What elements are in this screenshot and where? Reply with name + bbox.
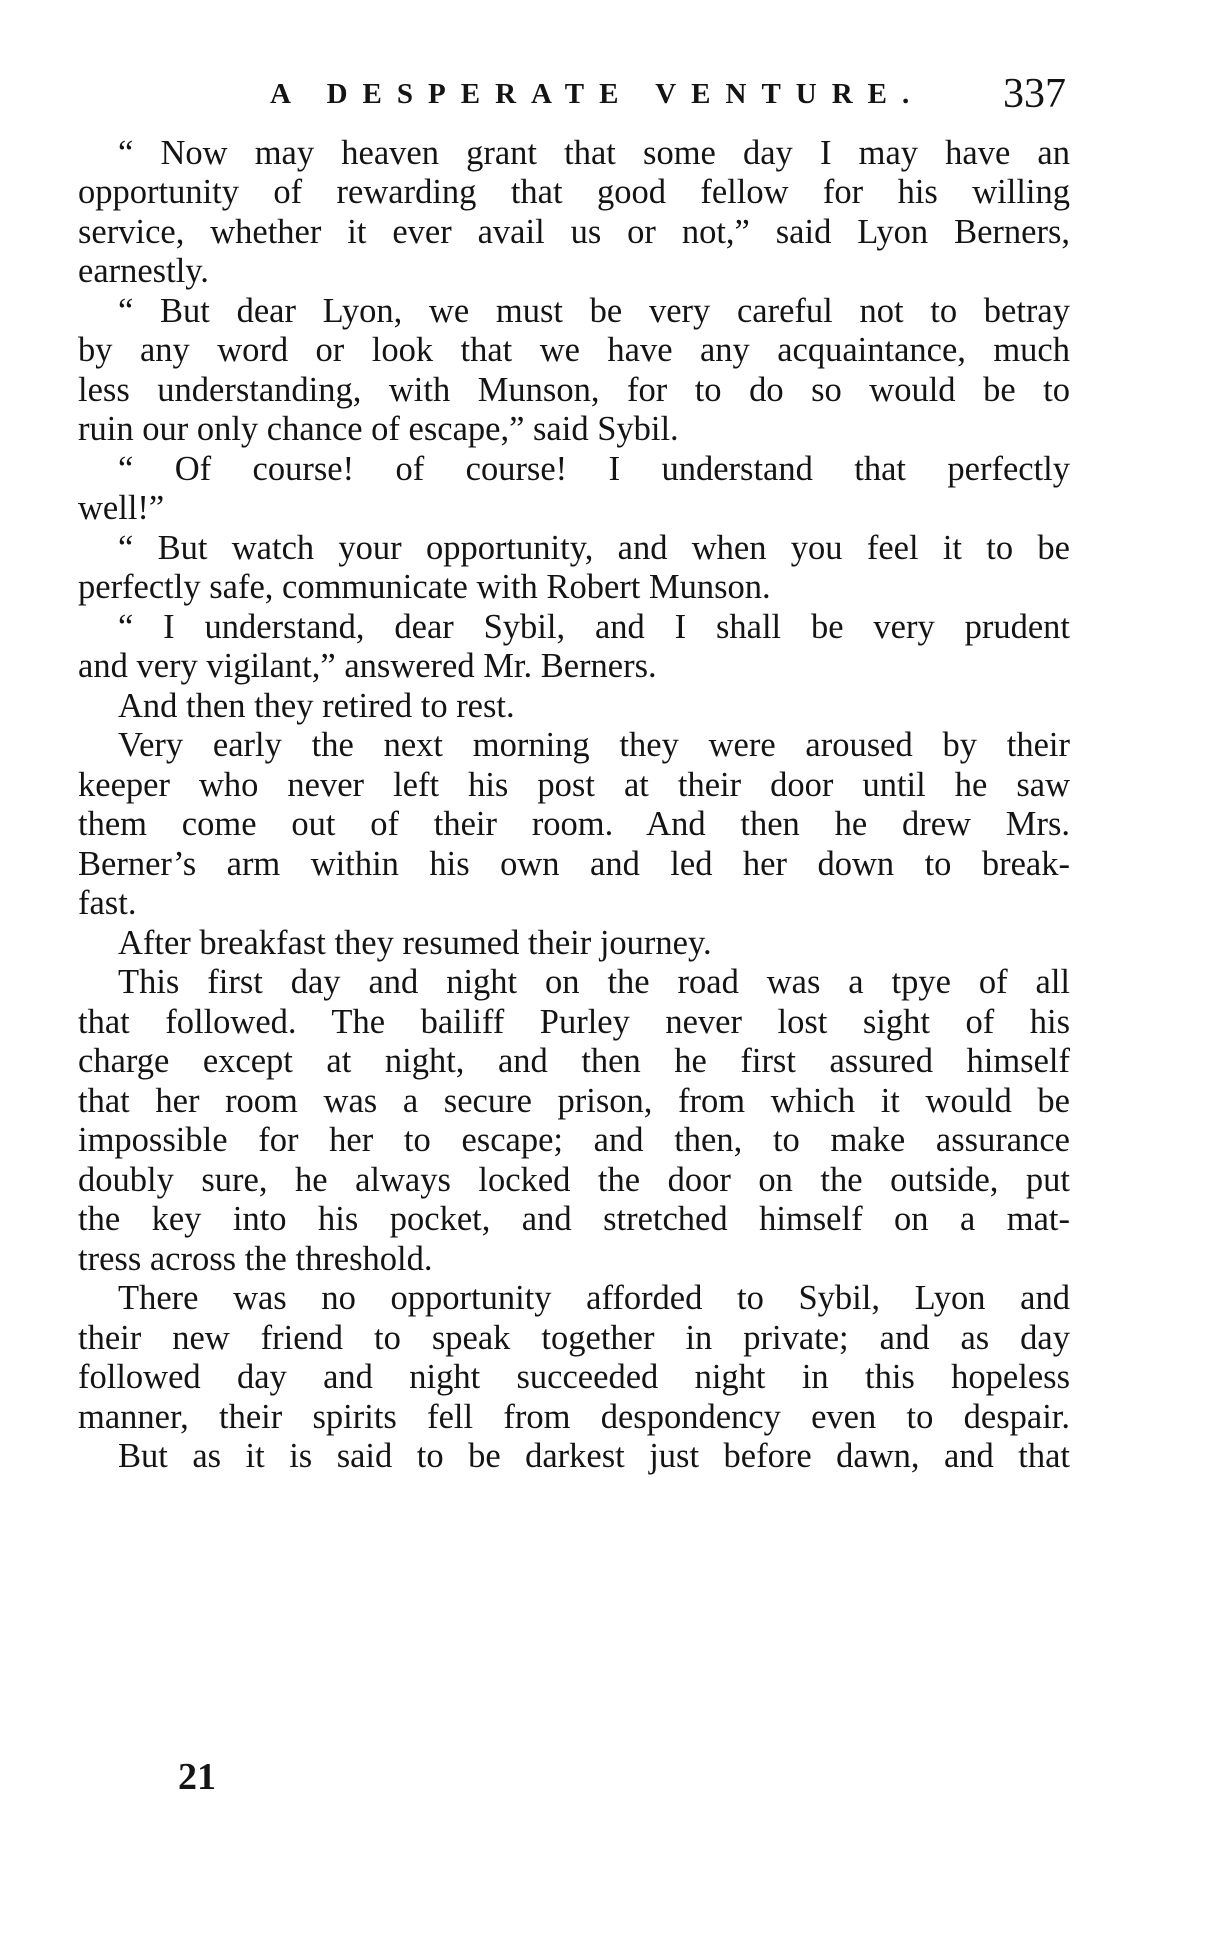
text-line: manner, their spirits fell from despondency even to despair. <box>78 1398 1070 1436</box>
text-line: that her room was a secure prison, from which it would be <box>78 1082 1070 1120</box>
text-line: opportunity of rewarding that good fellow for his willing <box>78 173 1070 211</box>
text-line: them come out of their room. And then he drew Mrs. <box>78 805 1070 843</box>
text-line: that followed. The bailiff Purley never lost sight of his <box>78 1003 1070 1041</box>
text-line: followed day and night succeeded night in this hopeless <box>78 1358 1070 1396</box>
text-line: impossible for her to escape; and then, to make assurance <box>78 1121 1070 1159</box>
text-line: After breakfast they resumed their journey. <box>118 924 712 962</box>
page-number: 337 <box>1003 71 1066 117</box>
text-line: service, whether it ever avail us or not,” said Lyon Berners, <box>78 213 1070 251</box>
text-line: by any word or look that we have any acquaintance, much <box>78 331 1070 369</box>
text-line: earnestly. <box>78 252 209 290</box>
text-line: “ Now may heaven grant that some day I may have an <box>118 134 1070 172</box>
text-line: “ But watch your opportunity, and when you feel it to be <box>118 529 1070 567</box>
text-line: and very vigilant,” answered Mr. Berners. <box>78 647 657 685</box>
text-line: perfectly safe, communicate with Robert Munson. <box>78 568 771 606</box>
text-line: keeper who never left his post at their door until he saw <box>78 766 1070 804</box>
text-line: doubly sure, he always locked the door on the outside, put <box>78 1161 1070 1199</box>
running-head: A DESPERATE VENTURE. <box>270 78 925 110</box>
text-line: their new friend to speak together in private; and as day <box>78 1319 1070 1357</box>
signature-mark: 21 <box>178 1756 216 1798</box>
text-line: Berner’s arm within his own and led her down to break- <box>78 845 1070 883</box>
text-line: less understanding, with Munson, for to do so would be to <box>78 371 1070 409</box>
text-line: This first day and night on the road was a tpye of all <box>118 963 1070 1001</box>
text-line: And then they retired to rest. <box>118 687 515 725</box>
text-line: But as it is said to be darkest just before dawn, and that <box>118 1437 1070 1475</box>
text-line: “ Of course! of course! I understand that perfectly <box>118 450 1070 488</box>
text-line: ruin our only chance of escape,” said Sybil. <box>78 410 679 448</box>
text-line: tress across the threshold. <box>78 1240 433 1278</box>
text-line: There was no opportunity afforded to Sybil, Lyon and <box>118 1279 1070 1317</box>
text-line: “ I understand, dear Sybil, and I shall be very prudent <box>118 608 1070 646</box>
text-line: well!” <box>78 489 165 527</box>
text-line: charge except at night, and then he first assured himself <box>78 1042 1070 1080</box>
text-line: the key into his pocket, and stretched himself on a mat- <box>78 1200 1070 1238</box>
text-line: Very early the next morning they were aroused by their <box>118 726 1070 764</box>
text-line: fast. <box>78 884 137 922</box>
text-line: “ But dear Lyon, we must be very careful not to betray <box>118 292 1070 330</box>
